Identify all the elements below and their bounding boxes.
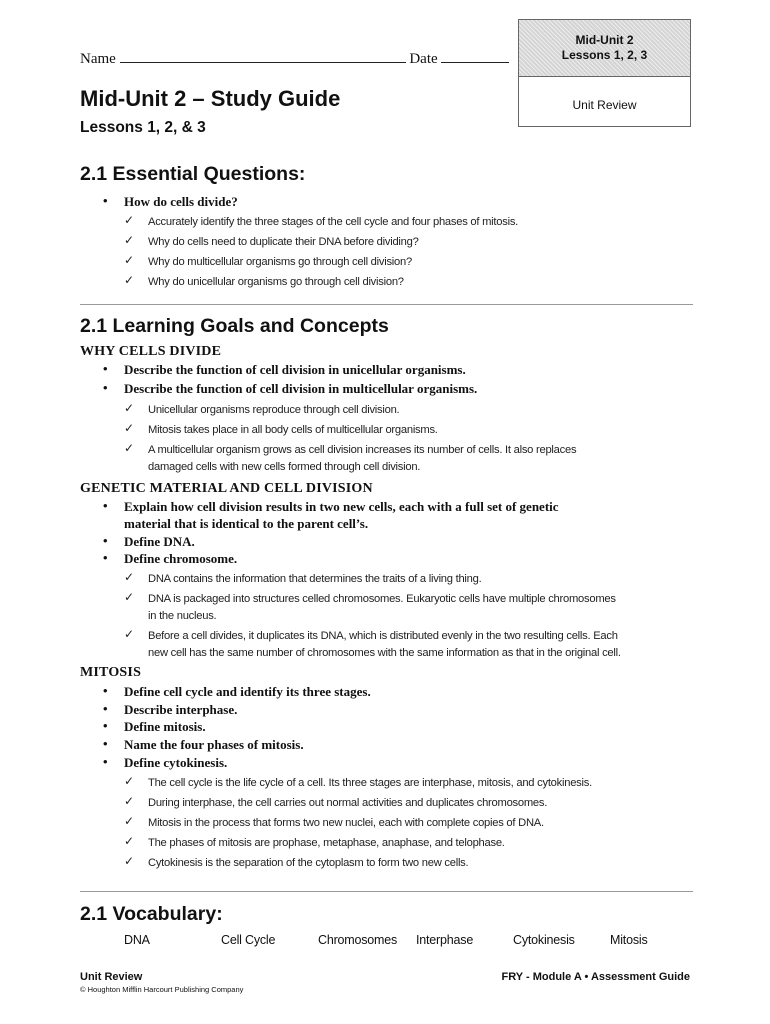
check-icon: ✓ bbox=[124, 834, 134, 848]
bullet-icon: • bbox=[103, 754, 108, 769]
page-title: Mid-Unit 2 – Study Guide bbox=[80, 86, 341, 111]
name-field[interactable] bbox=[120, 49, 406, 63]
bullet-icon: • bbox=[103, 193, 108, 208]
check-icon: ✓ bbox=[124, 814, 134, 828]
section-divider bbox=[80, 304, 693, 305]
section-divider bbox=[80, 891, 693, 892]
check-icon: ✓ bbox=[124, 774, 134, 788]
check-icon: ✓ bbox=[124, 213, 134, 227]
date-field[interactable] bbox=[441, 49, 509, 63]
vocab-word: DNA bbox=[124, 933, 150, 947]
check-icon: ✓ bbox=[124, 421, 134, 435]
check-icon: ✓ bbox=[124, 441, 134, 455]
check-icon: ✓ bbox=[124, 627, 134, 641]
vocabulary-heading: 2.1 Vocabulary: bbox=[80, 903, 223, 925]
unit-box-subtitle: Unit Review bbox=[572, 98, 637, 112]
check-icon: ✓ bbox=[124, 854, 134, 868]
bullet-icon: • bbox=[103, 736, 108, 751]
bullet-icon: • bbox=[103, 380, 108, 395]
footer-copyright: © Houghton Mifflin Harcourt Publishing Company bbox=[80, 985, 244, 994]
bullet-icon: • bbox=[103, 683, 108, 698]
name-label: Name bbox=[80, 51, 116, 67]
unit-box-title: Mid-Unit 2 Lessons 1, 2, 3 bbox=[519, 20, 690, 77]
name-date-line bbox=[80, 49, 509, 68]
bullet-icon: • bbox=[103, 718, 108, 733]
why-cells-divide-title: WHY CELLS DIVIDE bbox=[80, 344, 222, 359]
bullet-icon: • bbox=[103, 550, 108, 565]
vocab-word: Cell Cycle bbox=[221, 933, 276, 947]
check-icon: ✓ bbox=[124, 233, 134, 247]
unit-box bbox=[518, 19, 691, 127]
vocab-word: Interphase bbox=[416, 933, 474, 947]
genetic-material-title: GENETIC MATERIAL AND CELL DIVISION bbox=[80, 481, 373, 496]
vocab-word: Cytokinesis bbox=[513, 933, 575, 947]
check-icon: ✓ bbox=[124, 570, 134, 584]
check-icon: ✓ bbox=[124, 794, 134, 808]
footer-right: FRY - Module A • Assessment Guide bbox=[501, 971, 690, 983]
vocab-word: Mitosis bbox=[610, 933, 648, 947]
bullet-icon: • bbox=[103, 361, 108, 376]
date-label: Date bbox=[409, 51, 438, 67]
check-icon: ✓ bbox=[124, 401, 134, 415]
check-icon: ✓ bbox=[124, 273, 134, 287]
mitosis-title: MITOSIS bbox=[80, 665, 142, 680]
check-icon: ✓ bbox=[124, 253, 134, 267]
bullet-icon: • bbox=[103, 701, 108, 716]
learning-goals-heading: 2.1 Learning Goals and Concepts bbox=[80, 315, 389, 337]
bullet-icon: • bbox=[103, 533, 108, 548]
page-subtitle: Lessons 1, 2, & 3 bbox=[80, 119, 206, 136]
footer-left: Unit Review bbox=[80, 971, 143, 983]
bullet-icon: • bbox=[103, 498, 108, 513]
vocab-word: Chromosomes bbox=[318, 933, 398, 947]
essential-questions-heading: 2.1 Essential Questions: bbox=[80, 163, 306, 185]
check-icon: ✓ bbox=[124, 590, 134, 604]
